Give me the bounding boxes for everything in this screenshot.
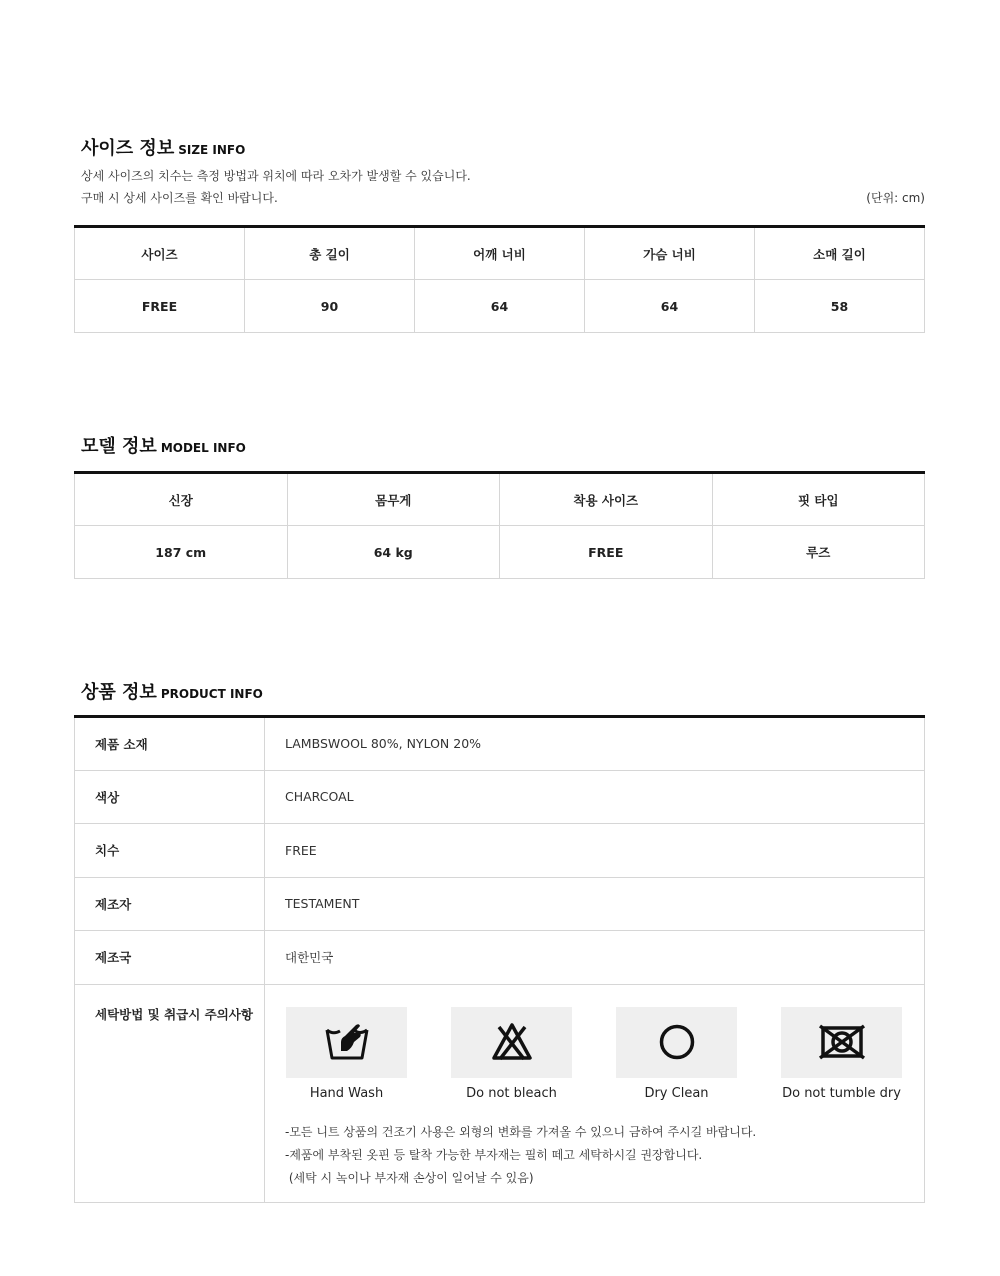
table-row — [75, 824, 925, 878]
model-value-cell: FREE — [500, 526, 713, 579]
table-row — [75, 717, 925, 771]
table-row — [75, 280, 925, 333]
product-label-manufacturer: 제조자 — [75, 877, 265, 931]
care-notes — [285, 1121, 756, 1190]
product-info-title-ko: 상품 정보 — [81, 682, 157, 703]
size-header-cell: 총 길이 — [245, 227, 415, 280]
care-item-dry-clean — [616, 1007, 737, 1101]
size-value-cell: 90 — [245, 280, 415, 333]
model-value-cell: 루즈 — [712, 526, 925, 579]
product-label-country: 제조국 — [75, 931, 265, 985]
model-info-title-ko: 모델 정보 — [81, 436, 157, 457]
model-info-title-en: MODEL INFO — [160, 441, 246, 455]
size-info-desc-1: 상세 사이즈의 치수는 측정 방법과 위치에 따라 오차가 발생할 수 있습니다. — [81, 169, 471, 183]
size-header-cell: 어깨 너비 — [415, 227, 585, 280]
care-item-hand-wash — [286, 1007, 407, 1101]
product-table — [74, 715, 925, 1203]
product-value-color: CHARCOAL — [265, 770, 925, 824]
product-info-title — [81, 678, 263, 704]
product-value-country: 대한민국 — [265, 931, 925, 985]
table-row — [75, 473, 925, 526]
product-label-color: 색상 — [75, 770, 265, 824]
care-note: -제품에 부착된 옷핀 등 탈착 가능한 부자재는 필히 떼고 세탁하시길 권장합니다. — [285, 1147, 703, 1162]
size-info-desc-2: 구매 시 상세 사이즈를 확인 바랍니다. — [81, 191, 278, 205]
size-info-title — [81, 134, 245, 160]
model-header-cell: 몸무게 — [287, 473, 500, 526]
size-value-cell: 64 — [415, 280, 585, 333]
size-value-cell: 64 — [585, 280, 755, 333]
care-note: (세탁 시 녹이나 부자재 손상이 일어날 수 있음) — [285, 1170, 534, 1185]
size-header-cell: 가슴 너비 — [585, 227, 755, 280]
size-value-cell: FREE — [75, 280, 245, 333]
do-not-bleach-icon — [451, 1007, 572, 1078]
model-info-title — [81, 432, 246, 458]
table-row — [75, 227, 925, 280]
size-info-title-ko: 사이즈 정보 — [81, 138, 175, 159]
table-row — [75, 931, 925, 985]
model-value-cell: 64 kg — [287, 526, 500, 579]
model-header-cell: 핏 타입 — [712, 473, 925, 526]
care-caption: Do not tumble dry — [782, 1085, 901, 1101]
product-value-manufacturer: TESTAMENT — [265, 877, 925, 931]
table-row — [75, 877, 925, 931]
product-label-care: 세탁방법 및 취급시 주의사항 — [75, 984, 265, 1202]
care-caption: Hand Wash — [309, 1085, 384, 1101]
hand-wash-icon — [286, 1007, 407, 1078]
size-info-title-en: SIZE INFO — [178, 143, 246, 157]
size-header-cell: 사이즈 — [75, 227, 245, 280]
model-header-cell: 착용 사이즈 — [500, 473, 713, 526]
size-table — [74, 225, 925, 333]
care-cell — [265, 984, 925, 1202]
table-row — [75, 526, 925, 579]
product-value-material: LAMBSWOOL 80%, NYLON 20% — [265, 717, 925, 771]
table-row — [75, 984, 925, 1202]
do-not-tumble-dry-icon — [781, 1007, 902, 1078]
size-header-cell: 소매 길이 — [755, 227, 925, 280]
care-caption: Do not bleach — [466, 1085, 557, 1101]
product-value-size: FREE — [265, 824, 925, 878]
model-header-cell: 신장 — [75, 473, 288, 526]
table-row — [75, 770, 925, 824]
care-caption: Dry Clean — [644, 1085, 709, 1101]
care-note: -모든 니트 상품의 건조기 사용은 외형의 변화를 가져올 수 있으니 금하여 주시길 바랍니다. — [285, 1124, 757, 1139]
size-unit-label: (단위: cm) — [866, 191, 925, 205]
product-label-size: 치수 — [75, 824, 265, 878]
model-value-cell: 187 cm — [75, 526, 288, 579]
model-table — [74, 471, 925, 579]
size-value-cell: 58 — [755, 280, 925, 333]
product-info-title-en: PRODUCT INFO — [160, 687, 263, 701]
dry-clean-icon — [616, 1007, 737, 1078]
care-icons — [286, 1007, 902, 1101]
care-item-do-not-bleach — [451, 1007, 572, 1101]
product-label-material: 제품 소재 — [75, 717, 265, 771]
care-item-do-not-tumble-dry — [781, 1007, 902, 1101]
